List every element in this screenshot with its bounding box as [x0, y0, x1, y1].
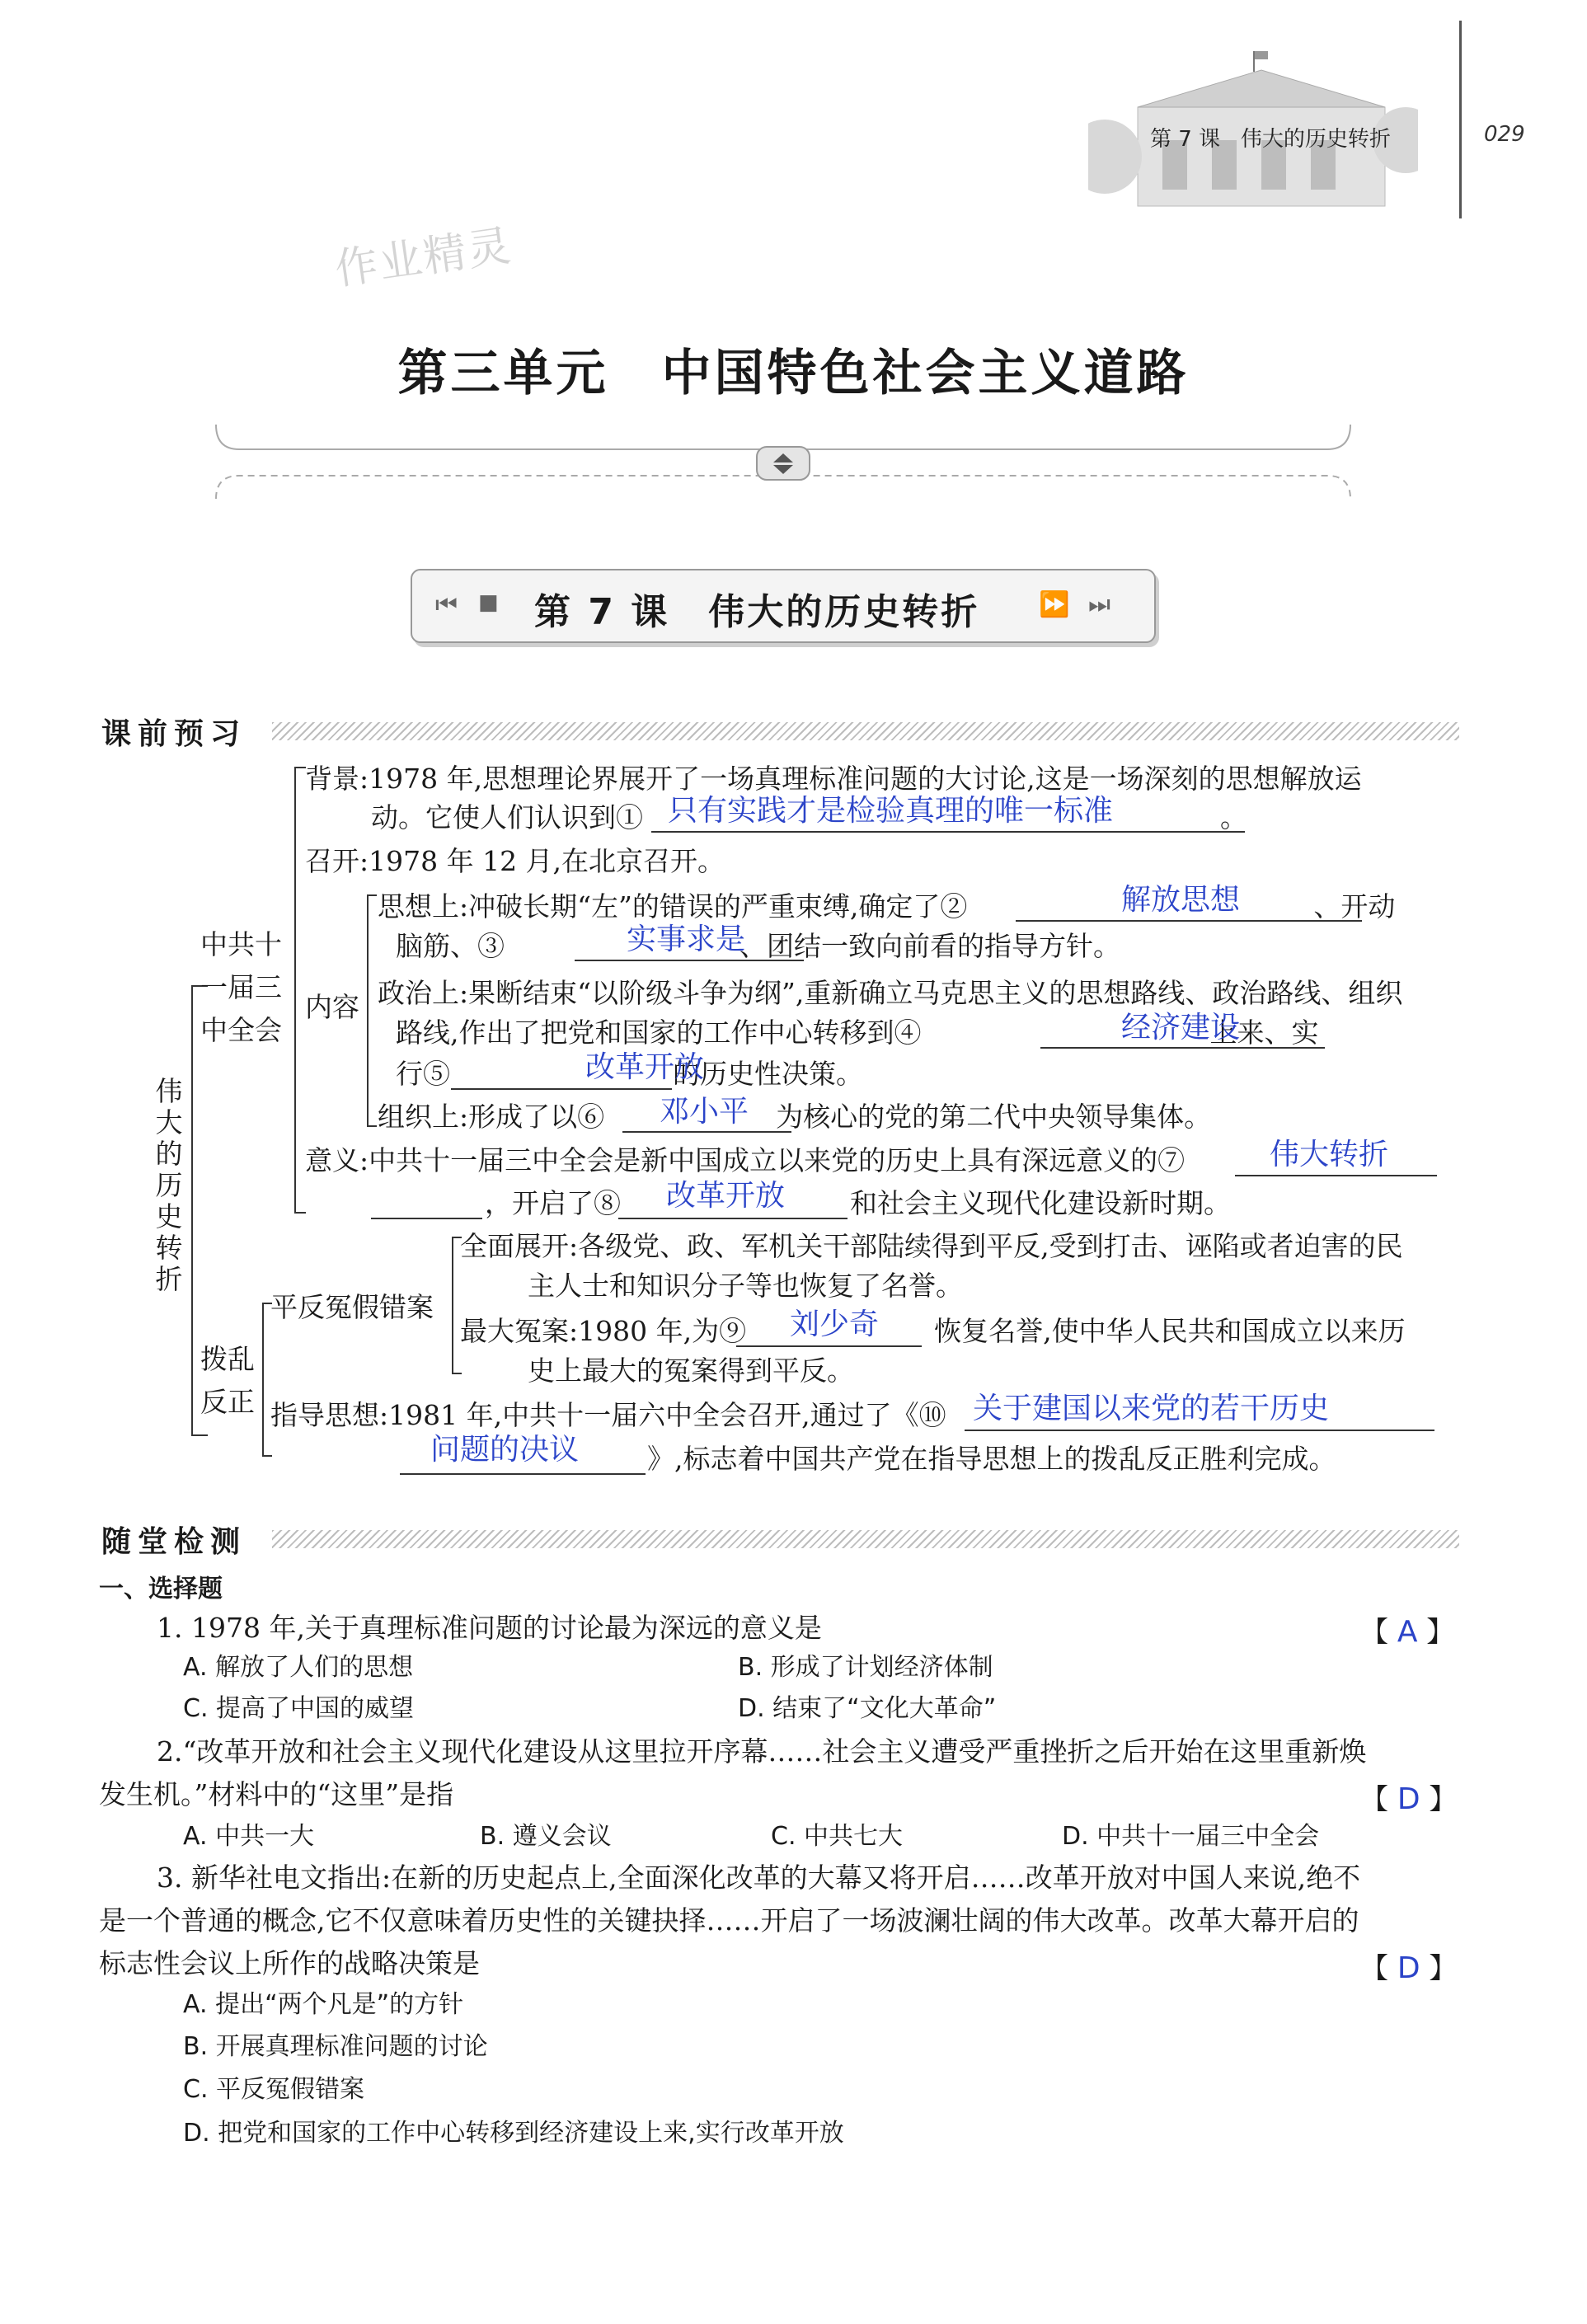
convene-line: 召开:1978 年 12 月,在北京召开。 [305, 845, 725, 877]
stop-icon: ■ [478, 590, 499, 615]
watermark: 作业精灵 [331, 221, 515, 295]
answer-8: 改革开放 [666, 1179, 786, 1213]
answer-10b: 问题的决议 [430, 1433, 580, 1467]
lesson-banner-title: 第 7 课 伟大的历史转折 [534, 591, 980, 633]
rehab-line2: 主人士和知识分子等也恢复了名誉。 [528, 1270, 963, 1302]
question-2-answer-box: 【 D 】 [1360, 1782, 1458, 1816]
branch-third-plenum: 中共十 一届三 中全会 [200, 928, 282, 1046]
quiz-subheading: 一、选择题 [99, 1575, 223, 1603]
content-brace [367, 894, 369, 1125]
answer-6: 邓小平 [660, 1095, 749, 1129]
lesson-banner [411, 569, 1156, 643]
question-3-line1: 3. 新华社电文指出:在新的历史起点上,全面深化改革的大幕又将开启……改革开放对中国人来说,绝不 [157, 1862, 1361, 1894]
meaning-line1: 意义:中共十一届三中全会是新中国成立以来党的历史上具有深远意义的⑦ [305, 1144, 1186, 1176]
rehab-brace [452, 1237, 453, 1373]
question-3-line3: 标志性会议上所作的战略决策是 [99, 1947, 480, 1979]
question-3-line2: 是一个普通的概念,它不仅意味着历史性的关键抉择……开启了一场波澜壮阔的伟大改革。改革大幕开启的 [99, 1904, 1359, 1937]
preview-heading-rule [272, 722, 1459, 740]
guide-line2: 》,标志着中国共产党在指导思想上的拨乱反正胜利完成。 [647, 1443, 1336, 1475]
unit-ornament [214, 416, 1352, 507]
skip-end-icon: ⏭ [1088, 590, 1110, 619]
question-1-answer-box: 【 A 】 [1360, 1615, 1455, 1649]
branch1-brace [294, 767, 296, 1212]
question-1: 1. 1978 年,关于真理标准问题的讨论最为深远的意义是 [157, 1612, 822, 1644]
background-line1: 背景:1978 年,思想理论界展开了一场真理标准问题的大讨论,这是一场深刻的思想解放运 [305, 763, 1362, 795]
thought-line1: 思想上:冲破长期“左”的错误的严重束缚,确定了② 、开动 [378, 890, 1396, 923]
question-2-line1: 2.“改革开放和社会主义现代化建设从这里拉开序幕……社会主义遭受严重挫折之后开始在这里重新焕 [157, 1735, 1367, 1768]
q1-option-c: C. 提高了中国的威望 [183, 1694, 415, 1723]
politics-line3: 行⑤ 的历史性决策。 [396, 1058, 863, 1090]
branch2-brace [262, 1303, 264, 1455]
answer-3: 实事求是 [627, 923, 746, 956]
q2-option-d: D. 中共十一届三中全会 [1062, 1822, 1320, 1851]
answer-5: 改革开放 [585, 1050, 705, 1084]
thought-line2: 脑筋、③ 、团结一致向前看的指导方针。 [396, 930, 1120, 962]
q3-option-d: D. 把党和国家的工作中心转移到经济建设上来,实行改革开放 [183, 2119, 844, 2148]
question-2-line2: 发生机。”材料中的“这里”是指 [99, 1778, 454, 1810]
politics-line2: 路线,作出了把党和国家的工作中心转移到④ 上来、实 [396, 1016, 1319, 1049]
q3-option-a: A. 提出“两个凡是”的方针 [183, 1990, 464, 2019]
q3-option-b: B. 开展真理标准问题的讨论 [183, 2032, 488, 2061]
q2-option-b: B. 遵义会议 [480, 1822, 612, 1851]
answer-10a: 关于建国以来党的若干历史 [973, 1392, 1330, 1425]
answer-1: 只有实践才是检验真理的唯一标准 [668, 794, 1114, 828]
q2-option-c: C. 中共七大 [771, 1822, 904, 1851]
rehab-line3: 最大冤案:1980 年,为⑨ 恢复名誉,使中华人民共和国成立以来历 [460, 1315, 1406, 1347]
quiz-heading-rule [272, 1530, 1459, 1548]
answer-4: 经济建设 [1121, 1011, 1241, 1045]
q1-option-d: D. 结束了“文化大革命” [738, 1694, 997, 1723]
header-divider [1459, 21, 1462, 218]
guide-line1: 指导思想:1981 年,中共十一届六中全会召开,通过了《⑩ [270, 1399, 946, 1431]
content-label: 内容 [305, 991, 359, 1023]
quiz-heading: 随堂检测 [101, 1525, 247, 1559]
q3-option-c: C. 平反冤假错案 [183, 2075, 365, 2104]
rehab-line4: 史上最大的冤案得到平反。 [528, 1354, 854, 1387]
unit-title: 第三单元 中国特色社会主义道路 [397, 345, 1190, 402]
q1-option-b: B. 形成了计划经济体制 [738, 1653, 993, 1682]
answer-2: 解放思想 [1121, 883, 1241, 917]
page-number: 029 [1484, 122, 1525, 147]
q2-option-a: A. 中共一大 [183, 1822, 315, 1851]
rewind-icon: ⏮ [435, 590, 458, 619]
org-line: 组织上:形成了以⑥ 为核心的党的第二代中央领导集体。 [378, 1101, 1212, 1133]
background-line2: 动。它使人们认识到① 。 [371, 801, 1247, 833]
preview-heading: 课前预习 [101, 717, 247, 751]
rehab-line1: 全面展开:各级党、政、军机关干部陆续得到平反,受到打击、诬陷或者迫害的民 [460, 1230, 1403, 1262]
mindmap-root: 伟 大 的 历 史 转 折 [155, 1075, 183, 1295]
header-lesson-title: 第 7 课 伟大的历史转折 [1150, 127, 1391, 152]
answer-9: 刘少奇 [790, 1308, 880, 1341]
politics-line1: 政治上:果断结束“以阶级斗争为纲”,重新确立马克思主义的思想路线、政治路线、组织 [378, 977, 1403, 1009]
question-3-answer-box: 【 D 】 [1360, 1951, 1458, 1985]
forward-icon: ⏩ [1039, 590, 1070, 619]
rehab-label: 平反冤假错案 [270, 1291, 434, 1323]
q1-option-a: A. 解放了人们的思想 [183, 1653, 414, 1682]
answer-7: 伟大转折 [1270, 1138, 1389, 1171]
meaning-line2: ，开启了⑧ 和社会主义现代化建设新时期。 [485, 1187, 1231, 1219]
root-brace [191, 985, 193, 1434]
branch-boluan-fanzheng: 拨乱 反正 [200, 1343, 255, 1418]
